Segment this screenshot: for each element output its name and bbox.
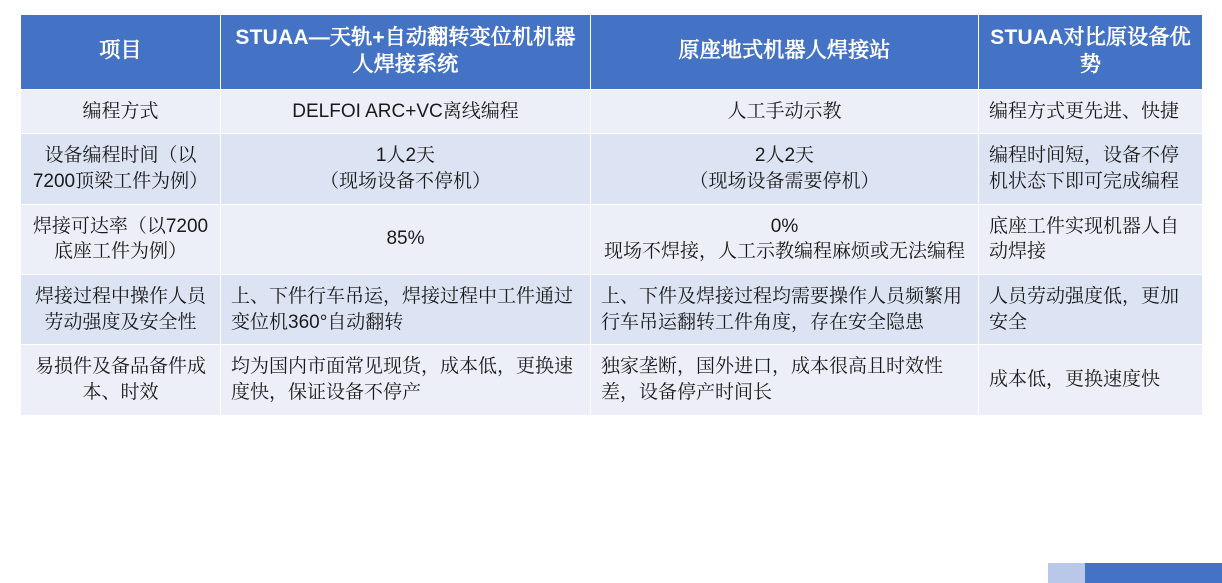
column-header-original-station: 原座地式机器人焊接站 [591, 15, 979, 90]
cell-original: 独家垄断，国外进口，成本很高且时效性差，设备停产时间长 [591, 345, 979, 415]
cell-original: 上、下件及焊接过程均需要操作人员频繁用行车吊运翻转工件角度，存在安全隐患 [591, 274, 979, 344]
cell-stuaa: 85% [221, 204, 591, 274]
column-header-stuaa-system: STUAA—天轨+自动翻转变位机机器人焊接系统 [221, 15, 591, 90]
cell-stuaa: 1人2天 （现场设备不停机） [221, 134, 591, 204]
cell-advantage: 编程时间短，设备不停机状态下即可完成编程 [979, 134, 1203, 204]
cell-stuaa: 均为国内市面常见现货，成本低，更换速度快，保证设备不停产 [221, 345, 591, 415]
table-row [21, 204, 1203, 274]
cell-item: 焊接过程中操作人员劳动强度及安全性 [21, 274, 221, 344]
column-header-advantage: STUAA对比原设备优势 [979, 15, 1203, 90]
cell-original: 人工手动示教 [591, 89, 979, 134]
footer-accent-bar [1085, 563, 1222, 583]
cell-advantage: 编程方式更先进、快捷 [979, 89, 1203, 134]
table-row [21, 345, 1203, 415]
footer-accent-light [1048, 563, 1086, 583]
table-row [21, 274, 1203, 344]
cell-advantage: 成本低，更换速度快 [979, 345, 1203, 415]
cell-stuaa: 上、下件行车吊运，焊接过程中工件通过变位机360°自动翻转 [221, 274, 591, 344]
table-row [21, 134, 1203, 204]
slide-page [0, 14, 1222, 583]
cell-original: 0% 现场不焊接，人工示教编程麻烦或无法编程 [591, 204, 979, 274]
cell-item: 设备编程时间（以7200顶梁工件为例） [21, 134, 221, 204]
table-header-row [21, 15, 1203, 90]
cell-advantage: 人员劳动强度低，更加安全 [979, 274, 1203, 344]
cell-stuaa: DELFOI ARC+VC离线编程 [221, 89, 591, 134]
table-body [21, 89, 1203, 415]
cell-item: 编程方式 [21, 89, 221, 134]
cell-advantage: 底座工件实现机器人自动焊接 [979, 204, 1203, 274]
cell-item: 焊接可达率（以7200底座工件为例） [21, 204, 221, 274]
comparison-table [20, 14, 1203, 416]
cell-item: 易损件及备品备件成本、时效 [21, 345, 221, 415]
table-row [21, 89, 1203, 134]
column-header-item: 项目 [21, 15, 221, 90]
table-header [21, 15, 1203, 90]
cell-original: 2人2天 （现场设备需要停机） [591, 134, 979, 204]
